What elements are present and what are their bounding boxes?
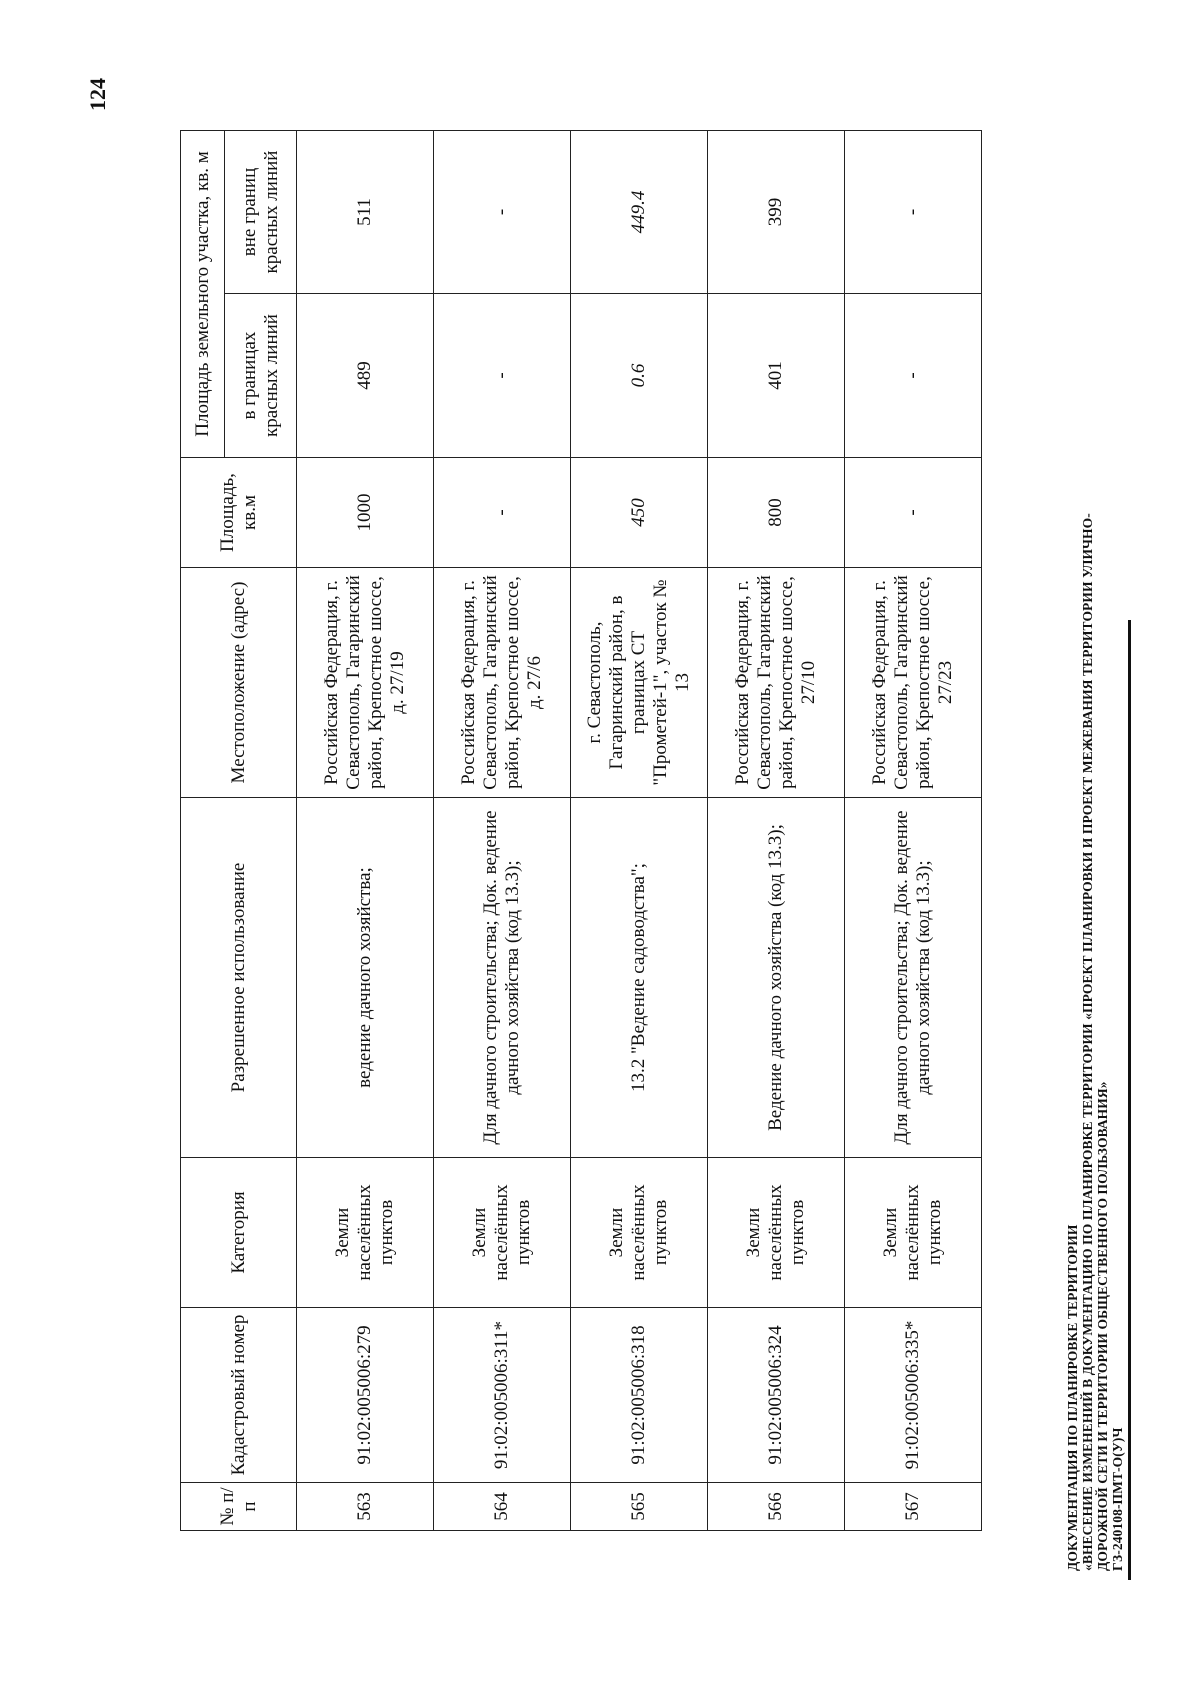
cell-cadastral: 91:02:005006:335* — [845, 1308, 982, 1483]
cell-within: 401 — [708, 294, 845, 458]
parcels-table — [180, 130, 982, 1531]
cell-permitted-use: Для дачного строительства; Док. ведение дачного хозяйства (код 13.3); — [845, 798, 982, 1158]
cell-permitted-use: Для дачного строительства; Док. ведение дачного хозяйства (код 13.3); — [434, 798, 571, 1158]
cell-location: Российская Федерация, г. Севастополь, Гагаринский район, Крепостное шоссе, 27/23 — [845, 568, 982, 798]
cell-outside: 511 — [297, 131, 434, 294]
cell-within: 489 — [297, 294, 434, 458]
header-permitted-use: Разрешенное использование — [181, 798, 297, 1158]
page-number: 124 — [85, 78, 110, 111]
header-category: Категория — [181, 1158, 297, 1308]
cell-outside: 449.4 — [571, 131, 708, 294]
cell-permitted-use: ведение дачного хозяйства; — [297, 798, 434, 1158]
cell-num: 566 — [708, 1483, 845, 1531]
header-location: Местоположение (адрес) — [181, 568, 297, 798]
header-cadastral: Кадастровый номер — [181, 1308, 297, 1483]
cell-permitted-use: Ведение дачного хозяйства (код 13.3); — [708, 798, 845, 1158]
table-row — [434, 131, 571, 1531]
cell-category: Земли населённых пунктов — [571, 1158, 708, 1308]
cell-num: 567 — [845, 1483, 982, 1531]
header-within-red-lines: в границах красных линий — [225, 294, 297, 458]
cell-area: 450 — [571, 458, 708, 568]
document-header — [1065, 131, 1125, 1571]
header-line-2: «ВНЕСЕНИЕ ИЗМЕНЕНИЙ В ДОКУМЕНТАЦИЮ ПО ПЛАНИРОВКЕ ТЕРРИТОРИИ «ПРОЕКТ ПЛАНИРОВКИ И ПРОЕКТ МЕЖЕВАНИЯ ТЕРРИТОРИИ УЛИЧНО- — [1080, 513, 1095, 1571]
cell-num: 564 — [434, 1483, 571, 1531]
cell-within: - — [434, 294, 571, 458]
cell-within: - — [845, 294, 982, 458]
cell-location: г. Севастополь, Гагаринский район, в границах СТ "Прометей-1", участок № 13 — [571, 568, 708, 798]
cell-category: Земли населённых пунктов — [708, 1158, 845, 1308]
cell-location: Российская Федерация, г. Севастополь, Гагаринский район, Крепостное шоссе, 27/10 — [708, 568, 845, 798]
table-row — [571, 131, 708, 1531]
cell-cadastral: 91:02:005006:324 — [708, 1308, 845, 1483]
cell-within: 0.6 — [571, 294, 708, 458]
cell-num: 565 — [571, 1483, 708, 1531]
header-line-3: ДОРОЖНОЙ СЕТИ И ТЕРРИТОРИИ ОБЩЕСТВЕННОГО ПОЛЬЗОВАНИЯ» — [1095, 1081, 1110, 1571]
cell-area: 800 — [708, 458, 845, 568]
cell-cadastral: 91:02:005006:318 — [571, 1308, 708, 1483]
table-row — [708, 131, 845, 1531]
cell-area: - — [434, 458, 571, 568]
cell-area: - — [845, 458, 982, 568]
header-land-area-group: Площадь земельного участка, кв. м — [181, 131, 225, 458]
cell-location: Российская Федерация, г. Севастополь, Гагаринский район, Крепостное шоссе, д. 27/19 — [297, 568, 434, 798]
header-line-4: ГЗ-240108-ПМТ-О(У)Ч — [1110, 1427, 1125, 1571]
cell-permitted-use: 13.2 "Ведение садоводства"; — [571, 798, 708, 1158]
cell-num: 563 — [297, 1483, 434, 1531]
cell-cadastral: 91:02:005006:311* — [434, 1308, 571, 1483]
cell-location: Российская Федерация, г. Севастополь, Гагаринский район, Крепостное шоссе, д. 27/6 — [434, 568, 571, 798]
header-line-1: ДОКУМЕНТАЦИЯ ПО ПЛАНИРОВКЕ ТЕРРИТОРИИ — [1065, 1224, 1080, 1571]
table-row — [297, 131, 434, 1531]
cell-area: 1000 — [297, 458, 434, 568]
header-num: № п/п — [181, 1483, 297, 1531]
cell-outside: 399 — [708, 131, 845, 294]
header-outside-red-lines: вне границ красных линий — [225, 131, 297, 294]
header-area: Площадь, кв.м — [181, 458, 297, 568]
header-rule — [1128, 620, 1131, 1580]
cell-category: Земли населённых пунктов — [297, 1158, 434, 1308]
cell-outside: - — [845, 131, 982, 294]
cell-cadastral: 91:02:005006:279 — [297, 1308, 434, 1483]
cell-outside: - — [434, 131, 571, 294]
cell-category: Земли населённых пунктов — [434, 1158, 571, 1308]
cell-category: Земли населённых пунктов — [845, 1158, 982, 1308]
table-row — [845, 131, 982, 1531]
